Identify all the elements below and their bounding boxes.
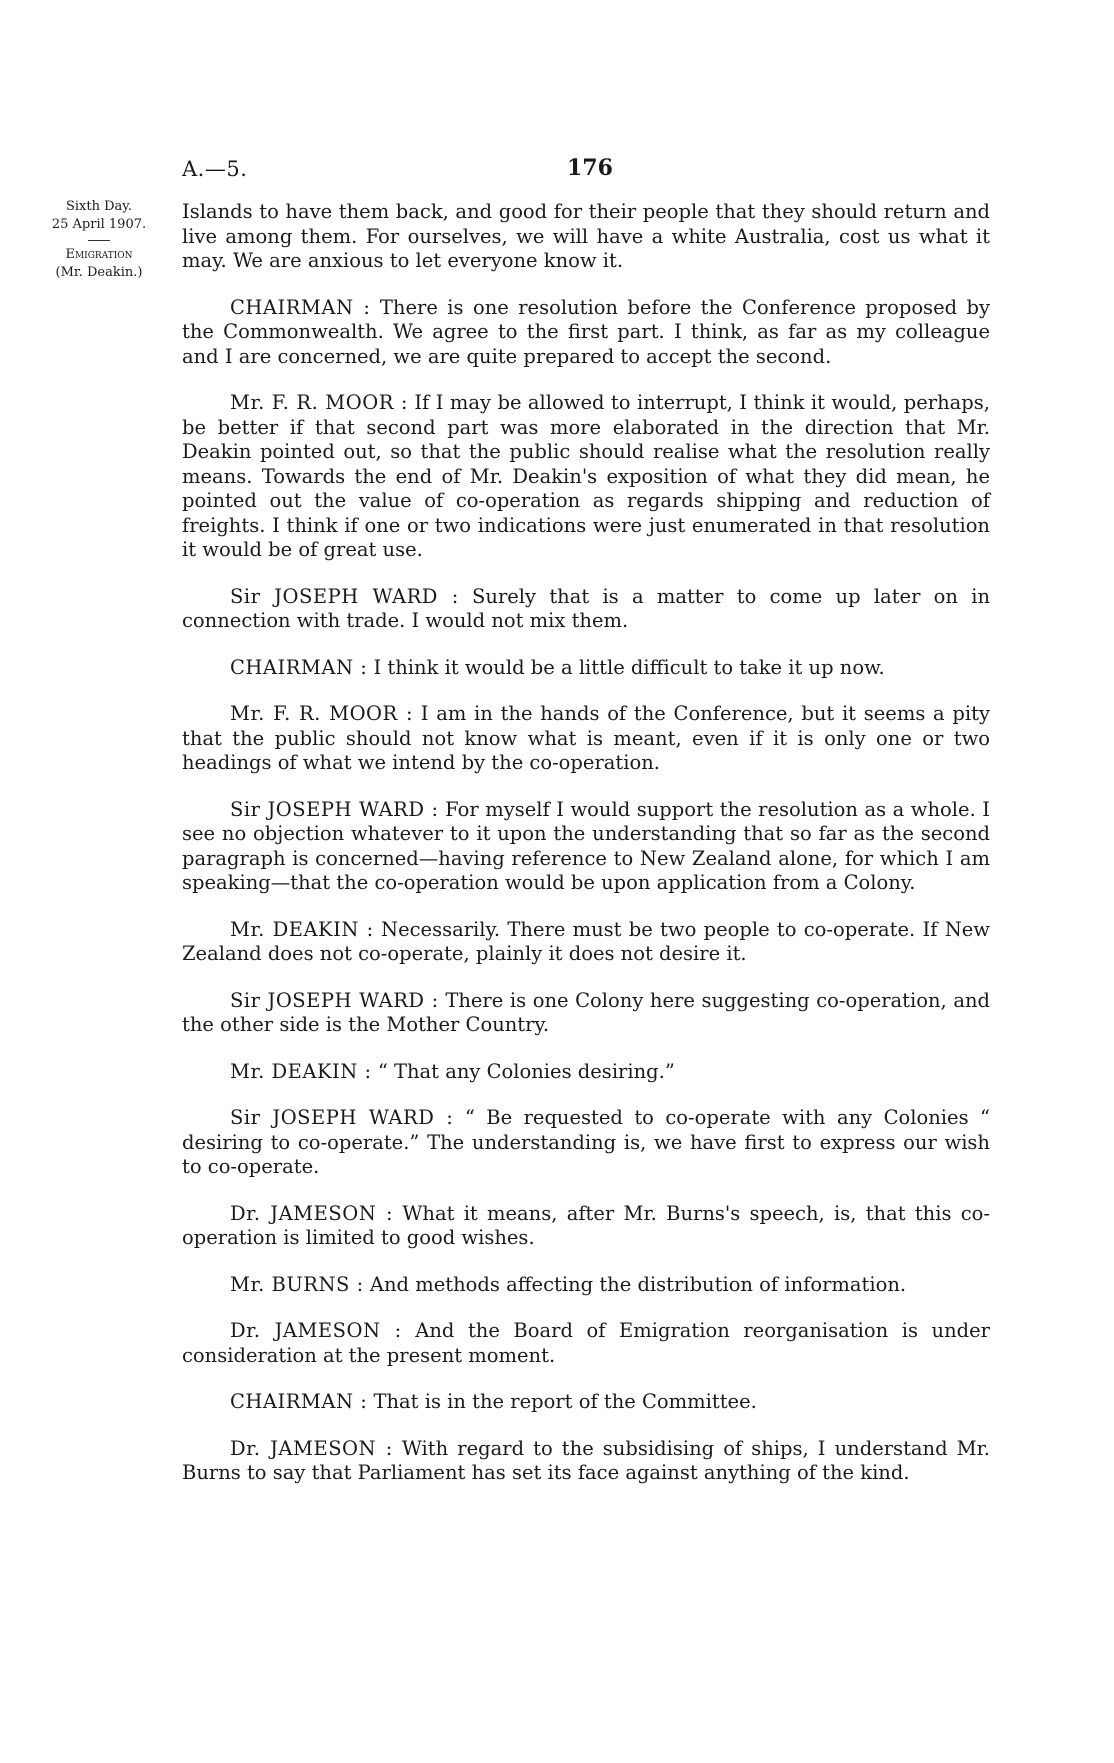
margin-note	[34, 198, 164, 282]
speaker-name: Mr. DEAKIN :	[230, 1059, 372, 1083]
paragraph-text: There is one Colony here suggesting co-operation, and the other side is the Mother Country.	[182, 988, 991, 1036]
paragraph	[182, 702, 990, 776]
margin-divider	[88, 240, 110, 241]
paragraph-text: I think it would be a little difficult to take it up now.	[373, 655, 885, 679]
paragraph-text: What it means, after Mr. Burns's speech, is, that this co-operation is limited to good wishes.	[182, 1201, 990, 1249]
paragraph	[182, 391, 990, 563]
paragraph-text: I am in the hands of the Conference, but it seems a pity that the public should not know what is meant, even if it is only one or two headings of what we intend by the co-operation.	[182, 702, 990, 774]
paragraph-text: And methods affecting the distribution of information.	[369, 1272, 907, 1296]
paragraph	[182, 918, 990, 967]
speaker-name: Mr. BURNS :	[230, 1272, 364, 1296]
paragraph-text: “ Be requested to co-operate with any Colonies “ desiring to co-operate.” The understanding is, we have first to express our wish to co-operate.	[182, 1106, 991, 1178]
speaker-name: Sir JOSEPH WARD :	[230, 1106, 454, 1129]
speaker-name: Sir JOSEPH WARD :	[230, 584, 459, 608]
speaker-name: Sir JOSEPH WARD :	[230, 797, 439, 821]
margin-date: 25 April 1907.	[51, 217, 147, 232]
paragraph	[182, 1390, 990, 1415]
paragraph	[182, 656, 990, 681]
paragraph-text: There is one resolution before the Conference proposed by the Commonwealth. We agree to the first part. I think, as far as my colleague and I are concerned, we are quite prepared to accept the second.	[182, 295, 991, 368]
speaker-name: Mr. F. R. MOOR :	[230, 702, 414, 725]
page-number: 176	[567, 155, 613, 181]
paragraph-text: That is in the report of the Committee.	[373, 1390, 757, 1413]
document-code: A.—5.	[182, 157, 248, 181]
paragraph-text: With regard to the subsidising of ships, I understand Mr. Burns to say that Parliament has set its face against anything of the kind.	[182, 1436, 990, 1484]
speaker-name: Dr. JAMESON :	[230, 1201, 394, 1225]
speaker-name: Mr. DEAKIN :	[230, 917, 374, 941]
speaker-name: CHAIRMAN :	[230, 655, 368, 679]
margin-topic: Emigration	[65, 247, 133, 262]
body-text	[182, 200, 990, 1508]
paragraph	[182, 1202, 990, 1251]
paragraph-text: And the Board of Emigration reorganisation is under consideration at the present moment.	[182, 1319, 990, 1367]
paragraph	[182, 798, 990, 896]
paragraph-text: Islands to have them back, and good for their people that they should return and live among them. For ourselves, we will have a white Australia, cost us what it may. We are anxious to let everyone know it.	[182, 200, 990, 272]
speaker-name: CHAIRMAN :	[230, 295, 371, 319]
paragraph	[182, 200, 990, 274]
speaker-name: Dr. JAMESON :	[230, 1319, 402, 1342]
speaker-name: Sir JOSEPH WARD :	[230, 988, 439, 1012]
paragraph	[182, 1319, 990, 1368]
paragraph	[182, 989, 990, 1038]
paragraph	[182, 1060, 990, 1085]
paragraph	[182, 585, 990, 634]
speaker-name: Mr. F. R. MOOR :	[230, 391, 408, 414]
margin-speaker: (Mr. Deakin.)	[55, 265, 143, 280]
margin-day: Sixth Day.	[65, 199, 133, 214]
paragraph	[182, 1437, 990, 1486]
speaker-name: CHAIRMAN :	[230, 1390, 368, 1413]
paragraph-text: “ That any Colonies desiring.”	[377, 1059, 675, 1083]
paragraph	[182, 1106, 990, 1180]
paragraph-text: Necessarily. There must be two people to co-operate. If New Zealand does not co-operate, plainly it does not desire it.	[182, 917, 990, 965]
speaker-name: Dr. JAMESON :	[230, 1436, 393, 1460]
paragraph-text: Surely that is a matter to come up later on in connection with trade. I would not mix them.	[182, 584, 991, 632]
paragraph-text: If I may be allowed to interrupt, I think it would, perhaps, be better if that second part was more elaborated in the direction that Mr. Deakin pointed out, so that the public should realise what the resolution really means. Towards the end of Mr. Deakin's exposition of what they did mean, he pointed out the value of co-operation as regards shipping and reduction of freights. I think if one or two indications were just enumerated in that resolution it would be of great use.	[182, 391, 990, 561]
paragraph	[182, 296, 990, 370]
paragraph-text: For myself I would support the resolution as a whole. I see no objection whatever to it upon the understanding that so far as the second paragraph is concerned—having reference to New Zealand alone, for which I am speaking—that the co-operation would be upon application from a Colony.	[182, 797, 991, 894]
paragraph	[182, 1273, 990, 1298]
